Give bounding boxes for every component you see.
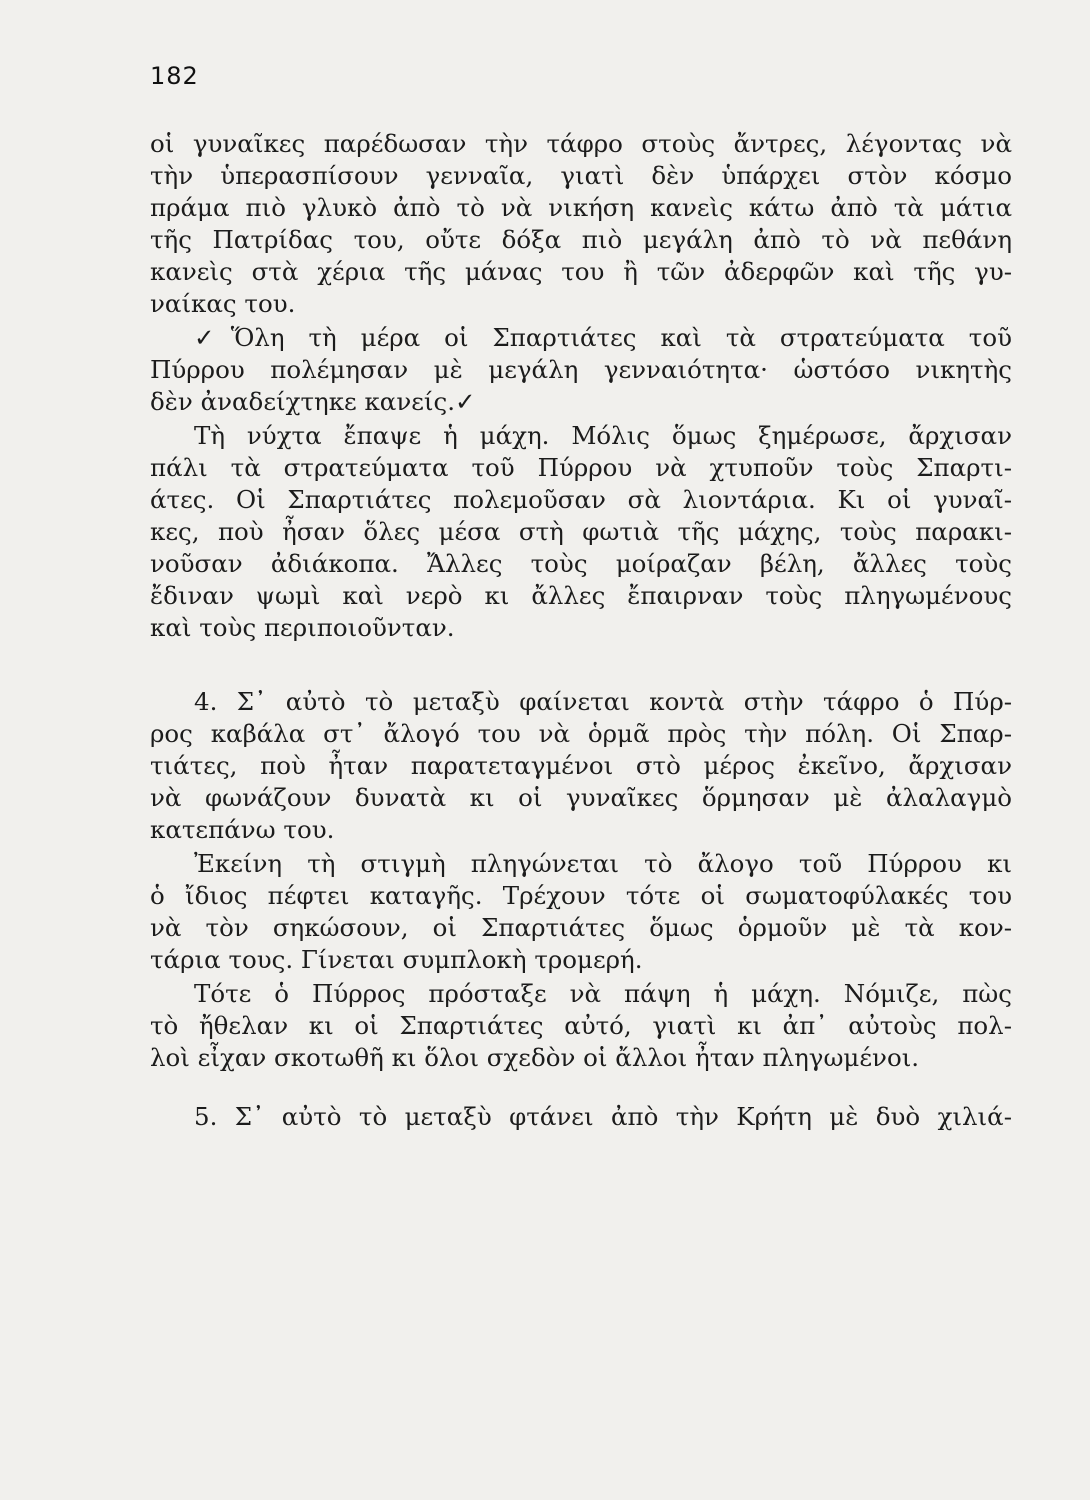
text-line: άτες. Οἱ Σπαρτιάτες πολεμοῦσαν σὰ λιοντάρια. Κι οἱ γυναῖ- [150, 485, 1012, 514]
text-line: ✓Ὅλη τὴ μέρα οἱ Σπαρτιάτες καὶ τὰ στρατεύματα τοῦ [194, 323, 1012, 352]
paragraph [150, 128, 1012, 320]
text-line: τιάτες, ποὺ ἦταν παρατεταγμένοι στὸ μέρος ἐκεῖνο, ἄρχισαν [150, 751, 1012, 780]
text-line: 5. Σ᾿ αὐτὸ τὸ μεταξὺ φτάνει ἀπὸ τὴν Κρήτη μὲ δυὸ χιλιά- [194, 1102, 1012, 1131]
text-line: ρος καβάλα στ᾿ ἄλογό του νὰ ὁρμᾶ πρὸς τὴν πόλη. Οἱ Σπαρ- [150, 719, 1012, 748]
text-line: πάλι τὰ στρατεύματα τοῦ Πύρρου νὰ χτυποῦν τοὺς Σπαρτι- [150, 453, 1012, 482]
text-line: λοὶ εἶχαν σκοτωθῆ κι ὅλοι σχεδὸν οἱ ἄλλοι ἦταν πληγωμένοι. [150, 1043, 920, 1072]
text-line: κες, ποὺ ἦσαν ὅλες μέσα στὴ φωτιὰ τῆς μάχης, τοὺς παρακι- [150, 517, 1012, 546]
text-line: 4. Σ᾿ αὐτὸ τὸ μεταξὺ φαίνεται κοντὰ στὴν τάφρο ὁ Πύρ- [194, 687, 1012, 716]
section-gap [150, 646, 1012, 686]
paragraph [150, 420, 1012, 644]
text-line: οἱ γυναῖκες παρέδωσαν τὴν τάφρο στοὺς ἄντρες, λέγοντας νὰ [150, 129, 1012, 158]
text-line: Τὴ νύχτα ἔπαψε ἡ μάχη. Μόλις ὅμως ξημέρωσε, ἄρχισαν [194, 421, 1012, 450]
text-line: τάρια τους. Γίνεται συμπλοκὴ τρομερή. [150, 945, 643, 974]
text-line: τὸ ἤθελαν κι οἱ Σπαρτιάτες αὐτό, γιατὶ κι ἀπ᾿ αὐτοὺς πολ- [150, 1011, 1012, 1040]
text-line: τῆς Πατρίδας του, οὔτε δόξα πιὸ μεγάλη ἀπὸ τὸ νὰ πεθάνη [150, 225, 1012, 254]
text-line: δὲν ἀναδείχτηκε κανείς.✓ [150, 387, 476, 416]
paragraph [150, 322, 1012, 418]
section-gap [150, 1076, 1012, 1101]
text-line: Πύρρου πολέμησαν μὲ μεγάλη γενναιότητα· ὡστόσο νικητὴς [150, 355, 1012, 384]
text-line: Ἐκείνη τὴ στιγμὴ πληγώνεται τὸ ἄλογο τοῦ Πύρρου κι [194, 849, 1012, 878]
page-text [150, 128, 1012, 1135]
text-line: τὴν ὑπερασπίσουν γενναῖα, γιατὶ δὲν ὑπάρχει στὸν κόσμο [150, 161, 1012, 190]
text-line: κατεπάνω του. [150, 815, 335, 844]
text-line: ὁ ἴδιος πέφτει καταγῆς. Τρέχουν τότε οἱ σωματοφύλακές του [150, 881, 1012, 910]
text-line: καὶ τοὺς περιποιοῦνταν. [150, 613, 455, 642]
paragraph [150, 848, 1012, 976]
text-line: νὰ τὸν σηκώσουν, οἱ Σπαρτιάτες ὅμως ὁρμοῦν μὲ τὰ κον- [150, 913, 1012, 942]
paragraph [150, 978, 1012, 1074]
paragraph [150, 1101, 1012, 1133]
page-number: 182 [150, 62, 199, 90]
text-line: πράμα πιὸ γλυκὸ ἀπὸ τὸ νὰ νικήση κανεὶς κάτω ἀπὸ τὰ μάτια [150, 193, 1012, 222]
text-line: ἔδιναν ψωμὶ καὶ νερὸ κι ἄλλες ἔπαιρναν τοὺς πληγωμένους [150, 581, 1012, 610]
text-line: ναίκας του. [150, 289, 296, 318]
paragraph [150, 686, 1012, 846]
text-line: νὰ φωνάζουν δυνατὰ κι οἱ γυναῖκες ὅρμησαν μὲ ἀλαλαγμὸ [150, 783, 1012, 812]
text-line: Τότε ὁ Πύρρος πρόσταξε νὰ πάψη ἡ μάχη. Νόμιζε, πὼς [194, 979, 1012, 1008]
text-line: νοῦσαν ἀδιάκοπα. Ἄλλες τοὺς μοίραζαν βέλη, ἄλλες τοὺς [150, 549, 1012, 578]
text-line: κανεὶς στὰ χέρια τῆς μάνας του ἢ τῶν ἀδερφῶν καὶ τῆς γυ- [150, 257, 1012, 286]
